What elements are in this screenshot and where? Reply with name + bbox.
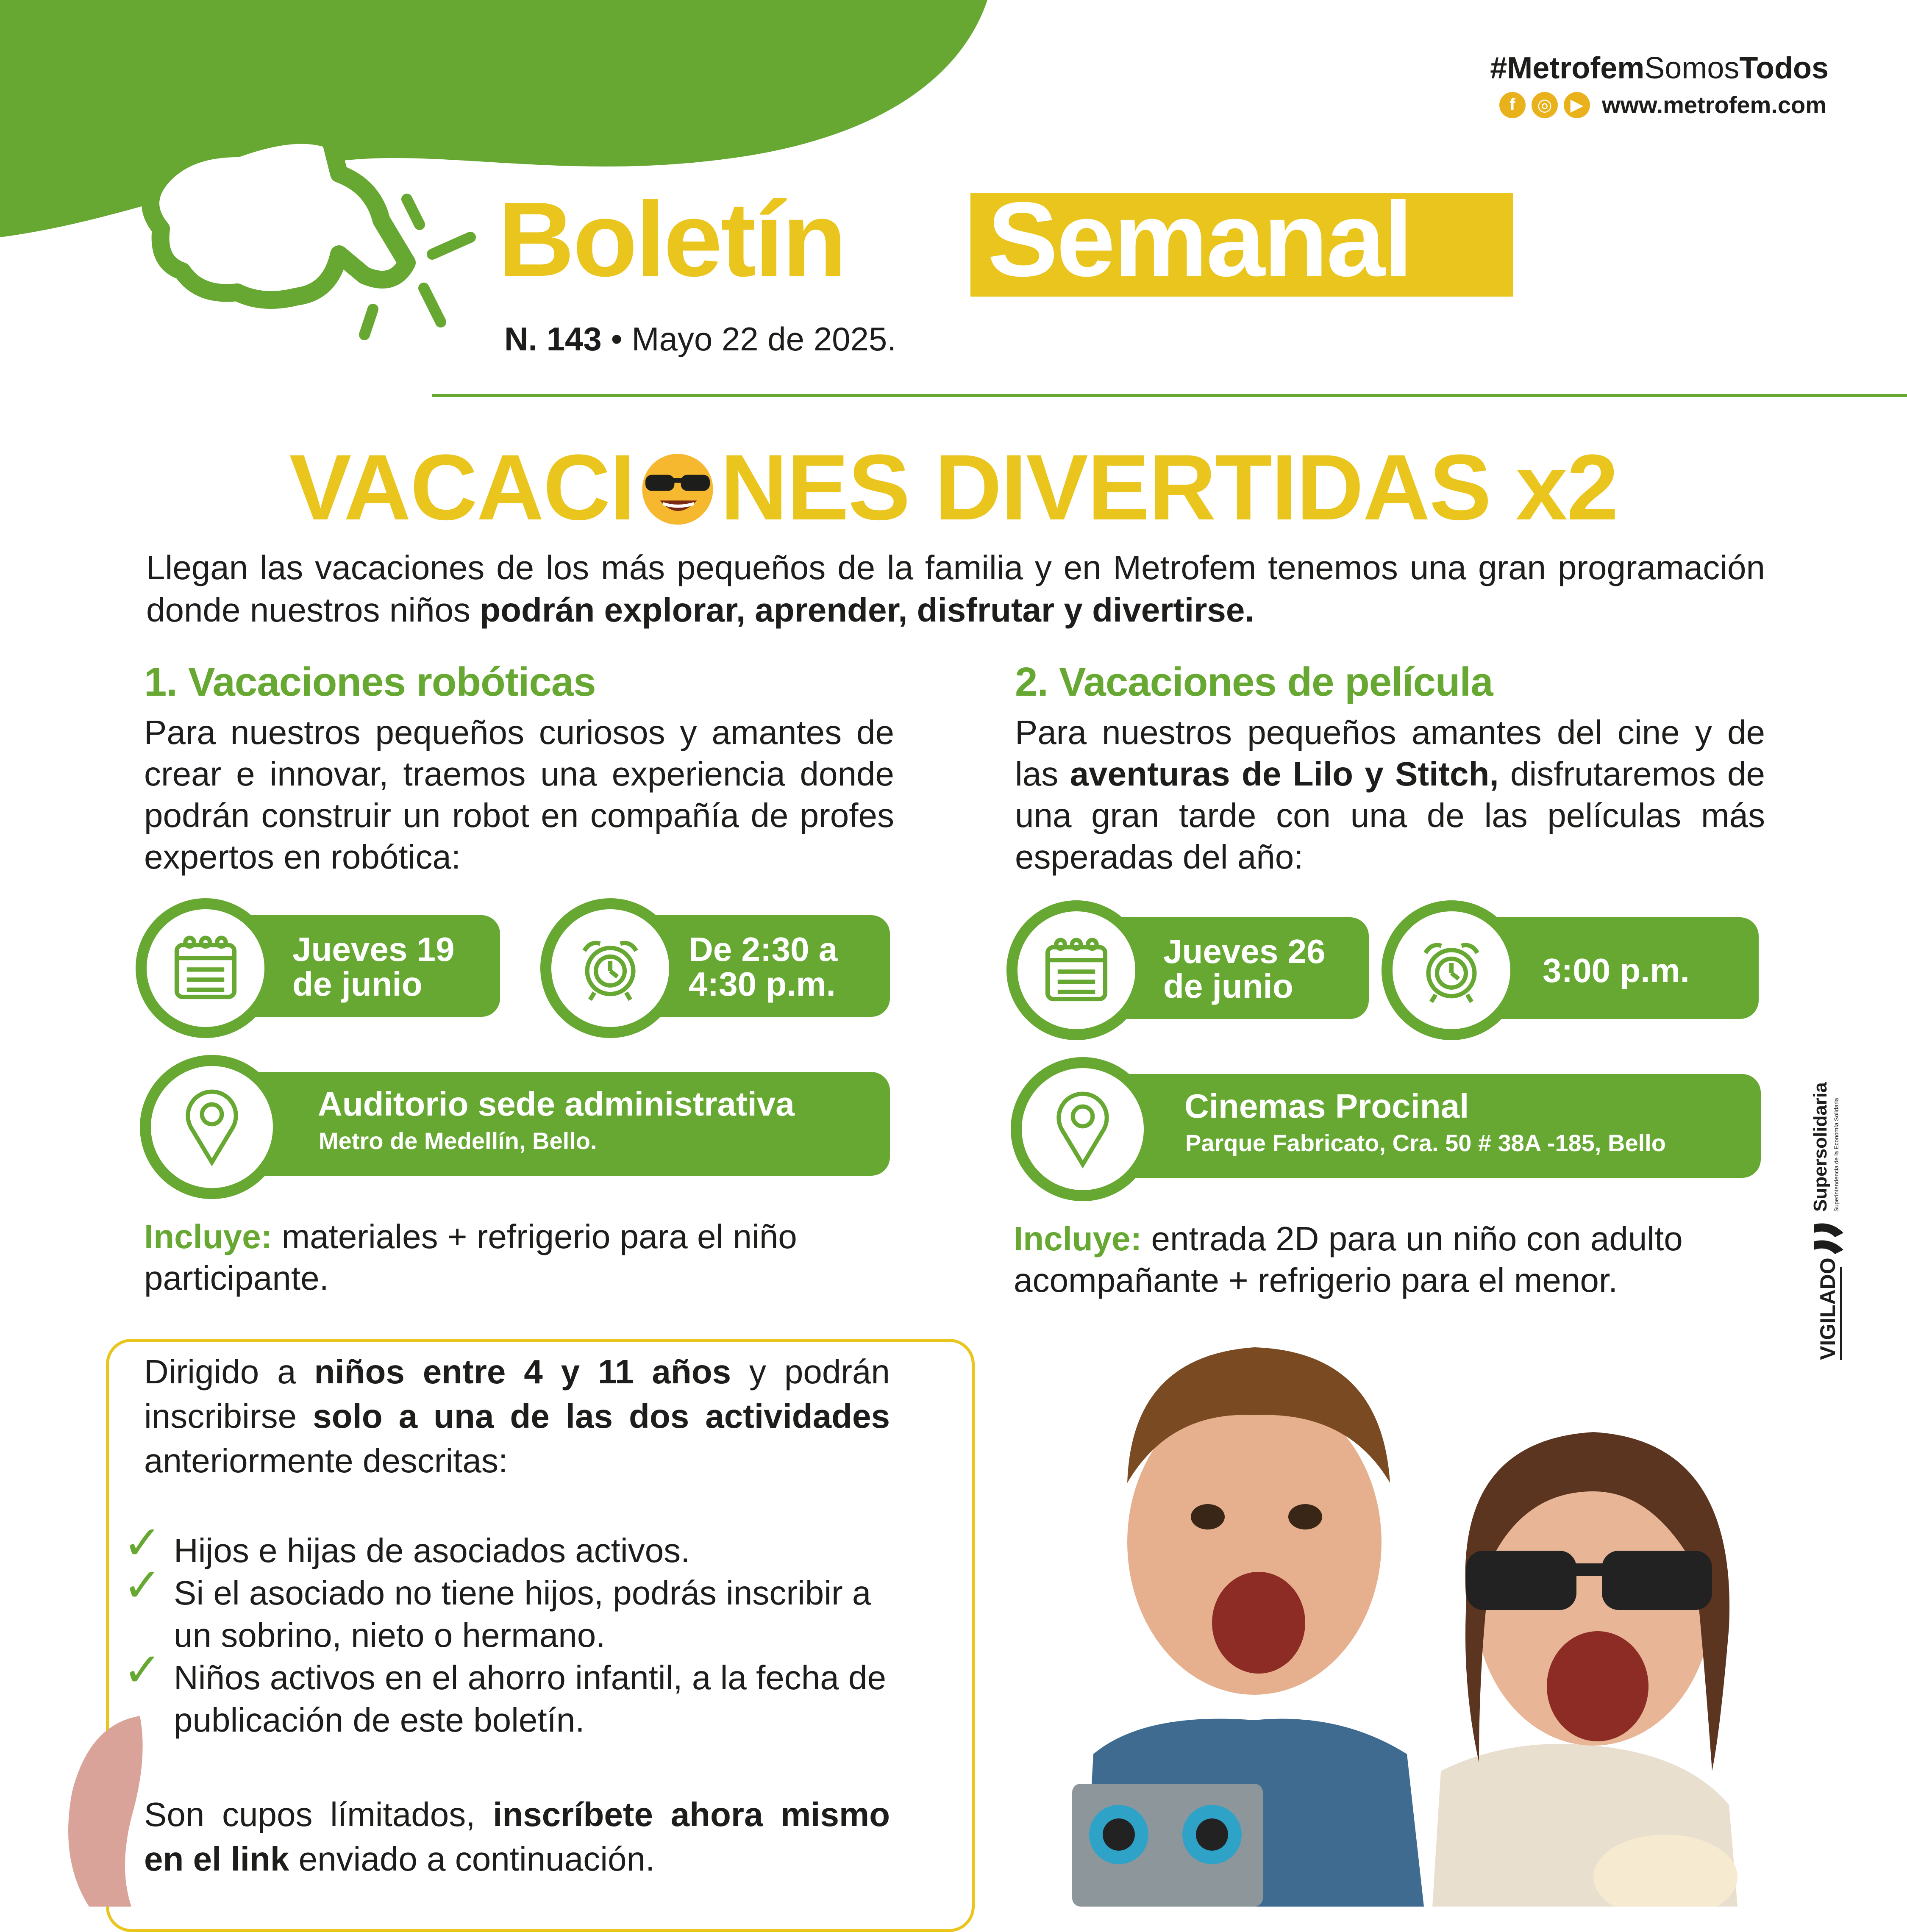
- section2-calendar-circle: [1006, 900, 1146, 1040]
- newsletter-title-part1: Boletín: [498, 180, 845, 298]
- intro-paragraph: Llegan las vacaciones de los más pequeños de la familia y en Metrofem tenemos una gran programación donde nuestros niños podrán explorar, aprender, disfrutar y divertirse.: [146, 549, 1765, 629]
- section2-body: Para nuestros pequeños amantes del cine y de las aventuras de Lilo y Stitch, disfrutaremos de una gran tarde con una de las películas más esperadas del año:: [1015, 713, 1765, 876]
- newsletter-title-part2: Semanal: [987, 180, 1412, 298]
- checkmark-icon: ✓: [123, 1517, 162, 1569]
- calendar-icon: [1040, 934, 1112, 1006]
- section2-location-circle: [1011, 1057, 1155, 1201]
- section2-place-sub: Parque Fabricato, Cra. 50 # 38A -185, Bello: [1185, 1130, 1666, 1156]
- section1-place-sub: Metro de Medellín, Bello.: [319, 1127, 597, 1154]
- instagram-icon[interactable]: ◎: [1532, 92, 1558, 118]
- supersolidaria-seal: [1801, 1008, 1860, 1364]
- supervising-entity-sub: Superintendencia de la Economía Solidaria: [1833, 1098, 1840, 1212]
- eligibility-item: ✓ Si el asociado no tiene hijos, podrás inscribir a un sobrino, nieto o hermano.: [123, 1559, 871, 1654]
- decorative-photo-fragment: [47, 1707, 157, 1907]
- section1-clock-circle: [540, 898, 680, 1038]
- section2-place: Cinemas Procinal: [1184, 1087, 1469, 1125]
- kids-photo: [932, 1305, 1780, 1907]
- section1-date: Jueves 19 de junio: [292, 930, 455, 1003]
- supervising-entity: Supersolidaria: [1810, 1082, 1831, 1212]
- main-title: VACACI NES DIVERTIDAS x2: [289, 435, 1618, 539]
- sunglasses-emoji-icon: [637, 447, 718, 528]
- section2-clock-circle: [1382, 900, 1521, 1040]
- section2-time: 3:00 p.m.: [1543, 952, 1690, 989]
- location-pin-icon: [176, 1085, 248, 1169]
- section1-title: 1. Vacaciones robóticas: [144, 659, 596, 705]
- section1-body: Para nuestros pequeños curiosos y amantes de crear e innovar, traemos una experiencia donde podrán construir un robot en compañía de profes expertos en robótica:: [144, 713, 894, 876]
- section2-date: Jueves 26 de junio: [1163, 933, 1326, 1005]
- vigilado-label: VIGILADO: [1816, 1257, 1840, 1360]
- section1-place: Auditorio sede administrativa: [318, 1085, 795, 1123]
- eligibility-intro: Dirigido a niños entre 4 y 11 años y podrán inscribirse solo a una de las dos actividades anteriormente descritas:: [144, 1353, 890, 1480]
- eligibility-item: ✓ Niños activos en el ahorro infantil, a la fecha de publicación de este boletín.: [123, 1644, 886, 1739]
- section2-includes: Incluye: entrada 2D para un niño con adulto acompañante + refrigerio para el menor.: [1014, 1220, 1683, 1299]
- section1-time: De 2:30 a 4:30 p.m.: [689, 930, 838, 1003]
- section1-includes: Incluye: materiales + refrigerio para el niño participante.: [144, 1218, 797, 1297]
- closing-paragraph: Son cupos límitados, inscríbete ahora mismo en el link enviado a continuación.: [144, 1796, 890, 1878]
- calendar-icon: [170, 932, 242, 1004]
- website-link[interactable]: www.metrofem.com: [1601, 92, 1826, 118]
- checkmark-icon: ✓: [123, 1559, 162, 1611]
- header-divider: [432, 394, 1907, 397]
- alarm-clock-icon: [574, 932, 646, 1004]
- issue-info: N. 143 • Mayo 22 de 2025.: [504, 320, 896, 358]
- eligibility-item: ✓ Hijos e hijas de asociados activos.: [123, 1517, 690, 1569]
- pointing-hand-icon: [150, 135, 407, 300]
- section1-location-circle: [140, 1055, 284, 1199]
- hashtag: #MetrofemSomosTodos: [1490, 51, 1829, 85]
- youtube-icon[interactable]: ▶: [1564, 92, 1590, 118]
- supersolidaria-logo-icon: [1814, 1224, 1843, 1255]
- facebook-icon[interactable]: f: [1499, 92, 1526, 118]
- location-pin-icon: [1047, 1087, 1119, 1171]
- social-links: [1499, 91, 1826, 119]
- issue-date: Mayo 22 de 2025.: [631, 320, 896, 358]
- alarm-clock-icon: [1415, 934, 1487, 1006]
- checkmark-icon: ✓: [123, 1644, 162, 1696]
- section2-title: 2. Vacaciones de película: [1015, 659, 1493, 705]
- section1-calendar-circle: [136, 898, 275, 1038]
- issue-number: N. 143: [504, 320, 602, 358]
